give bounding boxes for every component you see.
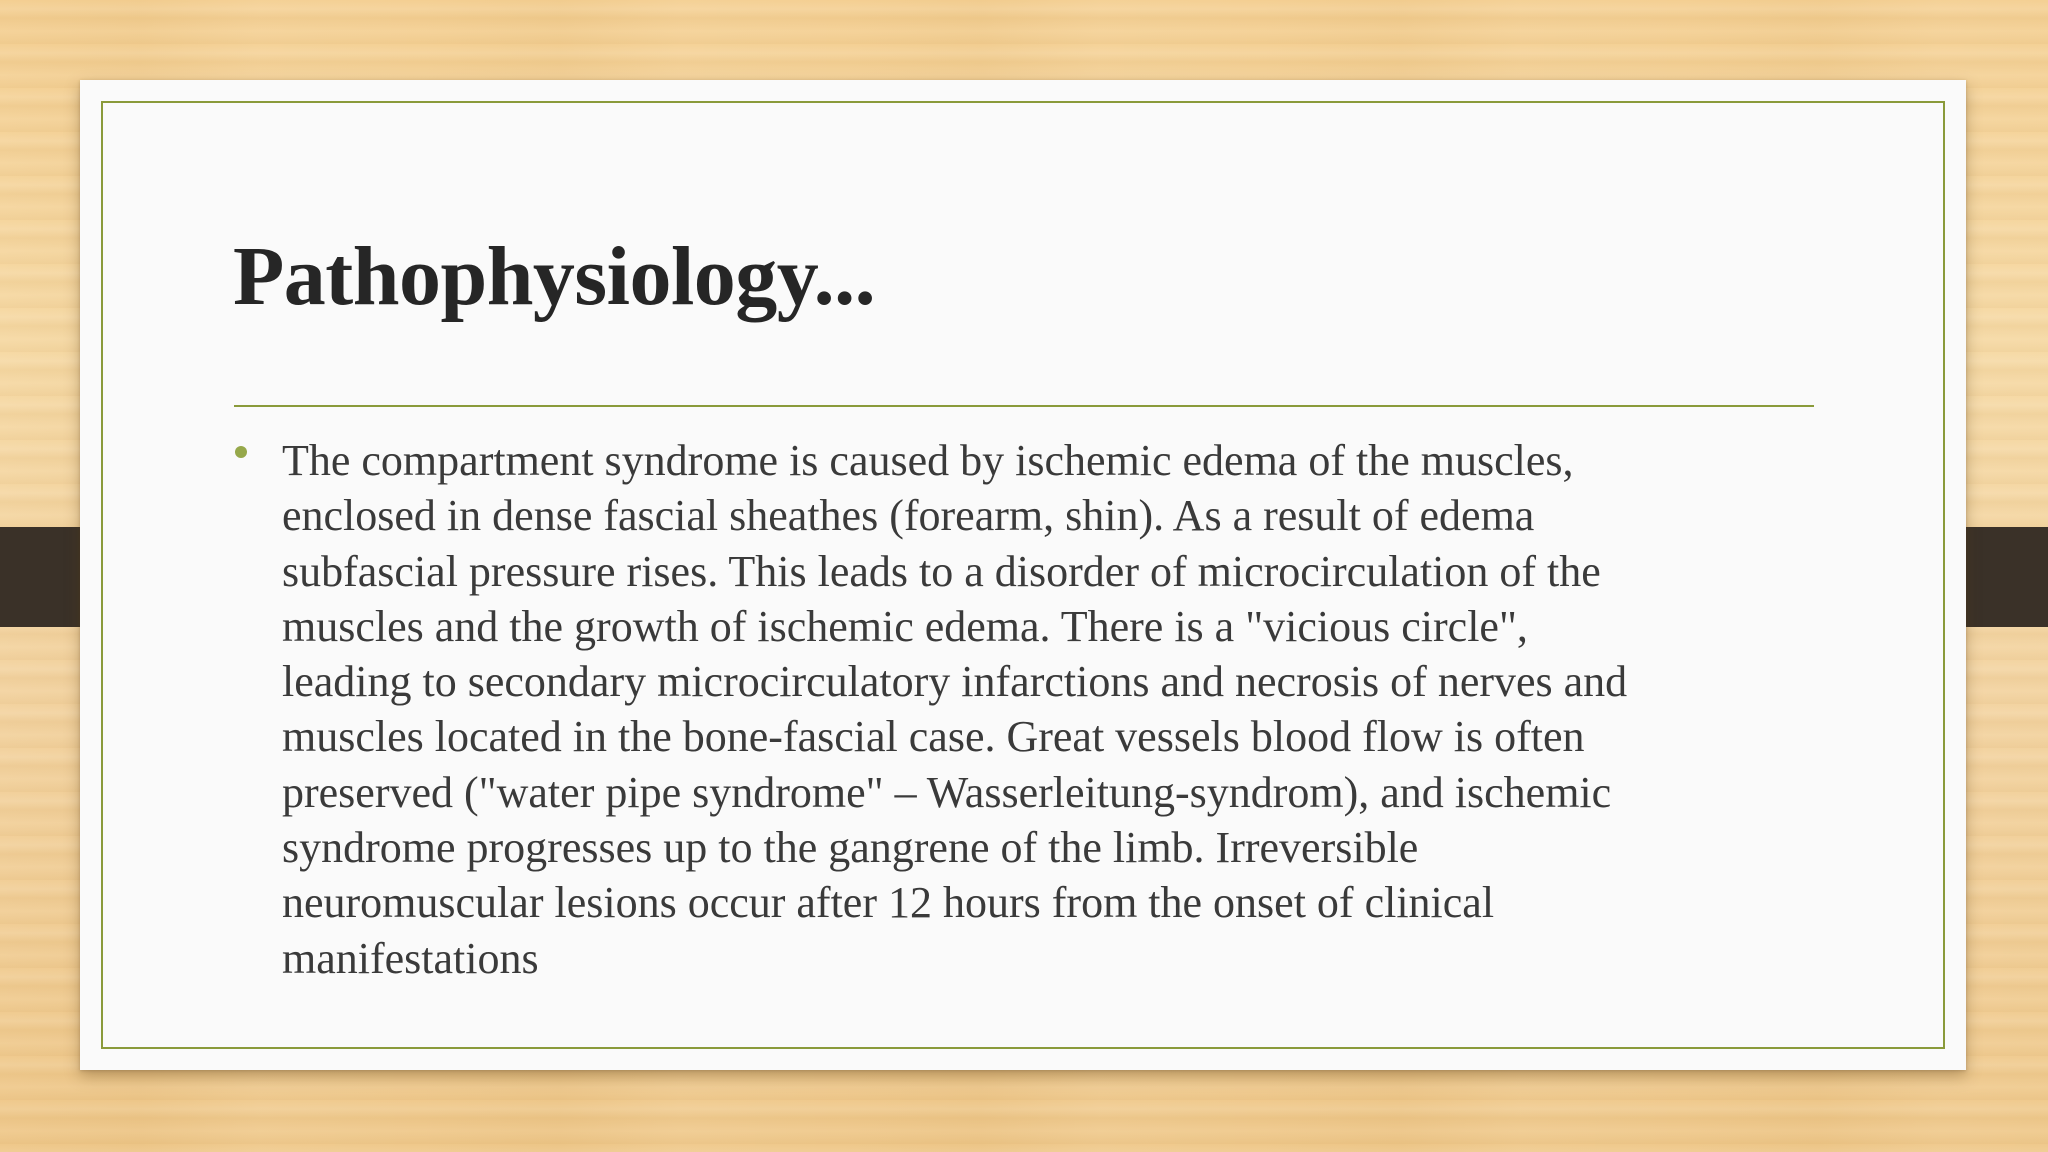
bullet-text-line: neuromuscular lesions occur after 12 hours from the onset of clinical <box>282 878 1495 928</box>
bullet-text-line: leading to secondary microcirculatory infarctions and necrosis of nerves and <box>282 657 1628 707</box>
bullet-text-line: The compartment syndrome is caused by ischemic edema of the muscles, <box>282 436 1574 485</box>
bullet-text-line: muscles located in the bone-fascial case. Great vessels blood flow is often <box>282 712 1585 762</box>
bullet-text-line: syndrome progresses up to the gangrene of the limb. Irreversible <box>282 823 1419 873</box>
slide-title: Pathophysiology... <box>233 230 876 323</box>
bullet-icon <box>235 446 247 458</box>
bullet-text-line: preserved ("water pipe syndrome" – Wasserleitung-syndrom), and ischemic <box>282 767 1612 817</box>
bullet-text-line: manifestations <box>282 933 539 983</box>
bullet-text <box>282 433 1842 986</box>
bullet-text-line: enclosed in dense fascial sheathes (forearm, shin). As a result of edema <box>282 491 1535 541</box>
bullet-text-line: subfascial pressure rises. This leads to a disorder of microcirculation of the <box>282 546 1601 596</box>
bullet-text-line: muscles and the growth of ischemic edema. There is a "vicious circle", <box>282 601 1528 651</box>
title-divider <box>234 405 1814 407</box>
